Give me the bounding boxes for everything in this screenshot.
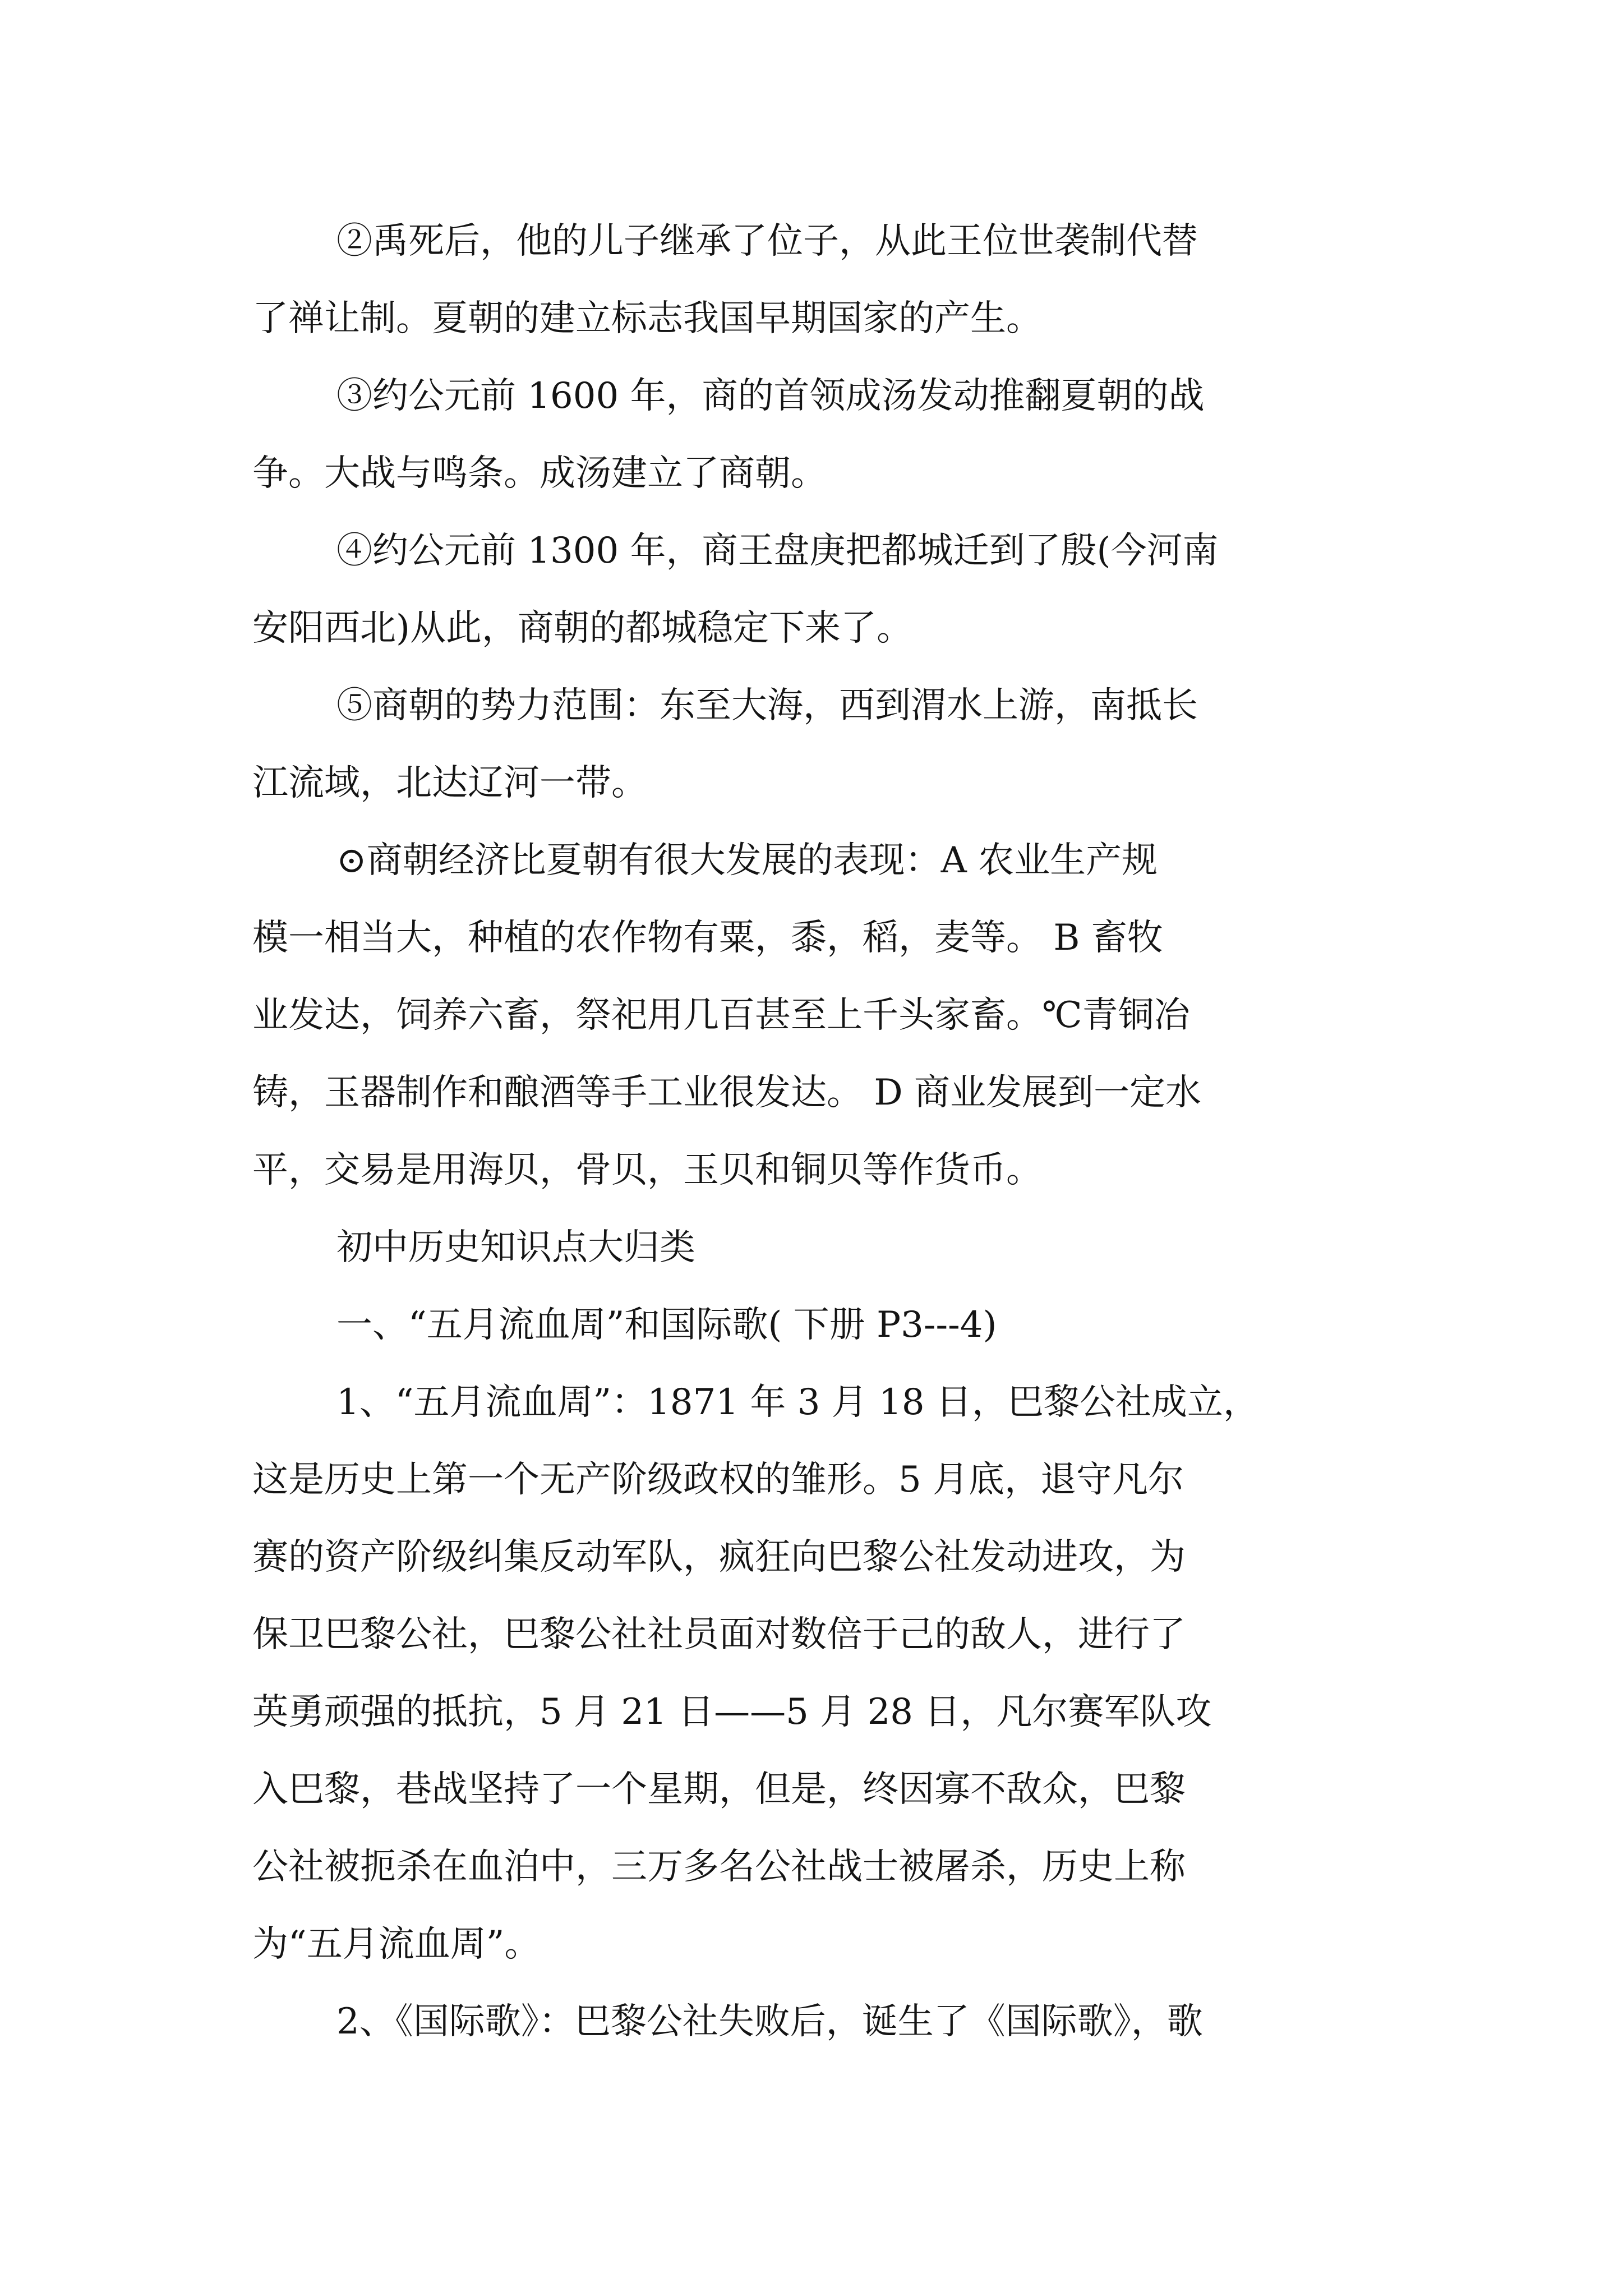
paragraph-line: 赛的资产阶级纠集反动军队，疯狂向巴黎公社发动进攻，为 [252,1536,1186,1578]
paragraph-line: 铸，玉器制作和酿酒等手工业很发达。 D 商业发展到一定水 [252,1072,1201,1114]
paragraph-line: 这是历史上第一个无产阶级政权的雏形。5 月底，退守凡尔 [252,1459,1184,1501]
paragraph-line: 业发达，饲养六畜，祭祀用几百甚至上千头家畜。℃青铜冶 [252,995,1190,1036]
paragraph-line: 英勇顽强的抵抗，5 月 21 日——5 月 28 日，凡尔赛军队攻 [252,1691,1212,1733]
paragraph-line: ⑤商朝的势力范围：东至大海，西到渭水上游，南抵长 [336,685,1198,726]
paragraph-line: ②禹死后，他的儿子继承了位子，从此王位世袭制代替 [336,220,1198,262]
paragraph-line: ④约公元前 1300 年，商王盘庚把都城迁到了殷(今河南 [336,530,1219,572]
paragraph-line: 了禅让制。夏朝的建立标志我国早期国家的产生。 [252,298,1042,339]
paragraph-line: 江流域，北达辽河一带。 [252,762,647,804]
section-heading: 一、“五月流血周”和国际歌( 下册 P3---4) [336,1304,997,1346]
paragraph-line: 安阳西北)从此，商朝的都城稳定下来了。 [252,608,912,649]
paragraph-line: 2、《国际歌》：巴黎公社失败后，诞生了《国际歌》，歌 [336,2001,1203,2042]
paragraph-line: 1、“五月流血周”：1871 年 3 月 18 日，巴黎公社成立， [336,1382,1259,1423]
paragraph-line: ③约公元前 1600 年，商的首领成汤发动推翻夏朝的战 [336,375,1205,417]
paragraph-line: ⊙商朝经济比夏朝有很大发展的表现：A 农业生产规 [336,840,1158,881]
paragraph-line: 公社被扼杀在血泊中，三万多名公社战士被屠杀，历史上称 [252,1846,1186,1888]
paragraph-line: 平，交易是用海贝，骨贝，玉贝和铜贝等作货币。 [252,1149,1042,1191]
paragraph-line: 为“五月流血周”。 [252,1924,541,1965]
paragraph-line: 保卫巴黎公社，巴黎公社社员面对数倍于己的敌人，进行了 [252,1614,1186,1655]
section-title: 初中历史知识点大归类 [336,1227,695,1268]
paragraph-line: 入巴黎，巷战坚持了一个星期，但是，终因寡不敌众，巴黎 [252,1769,1186,1810]
paragraph-line: 模一相当大，种植的农作物有粟，黍，稻，麦等。 B 畜牧 [252,917,1163,959]
paragraph-line: 争。大战与鸣条。成汤建立了商朝。 [252,453,827,494]
